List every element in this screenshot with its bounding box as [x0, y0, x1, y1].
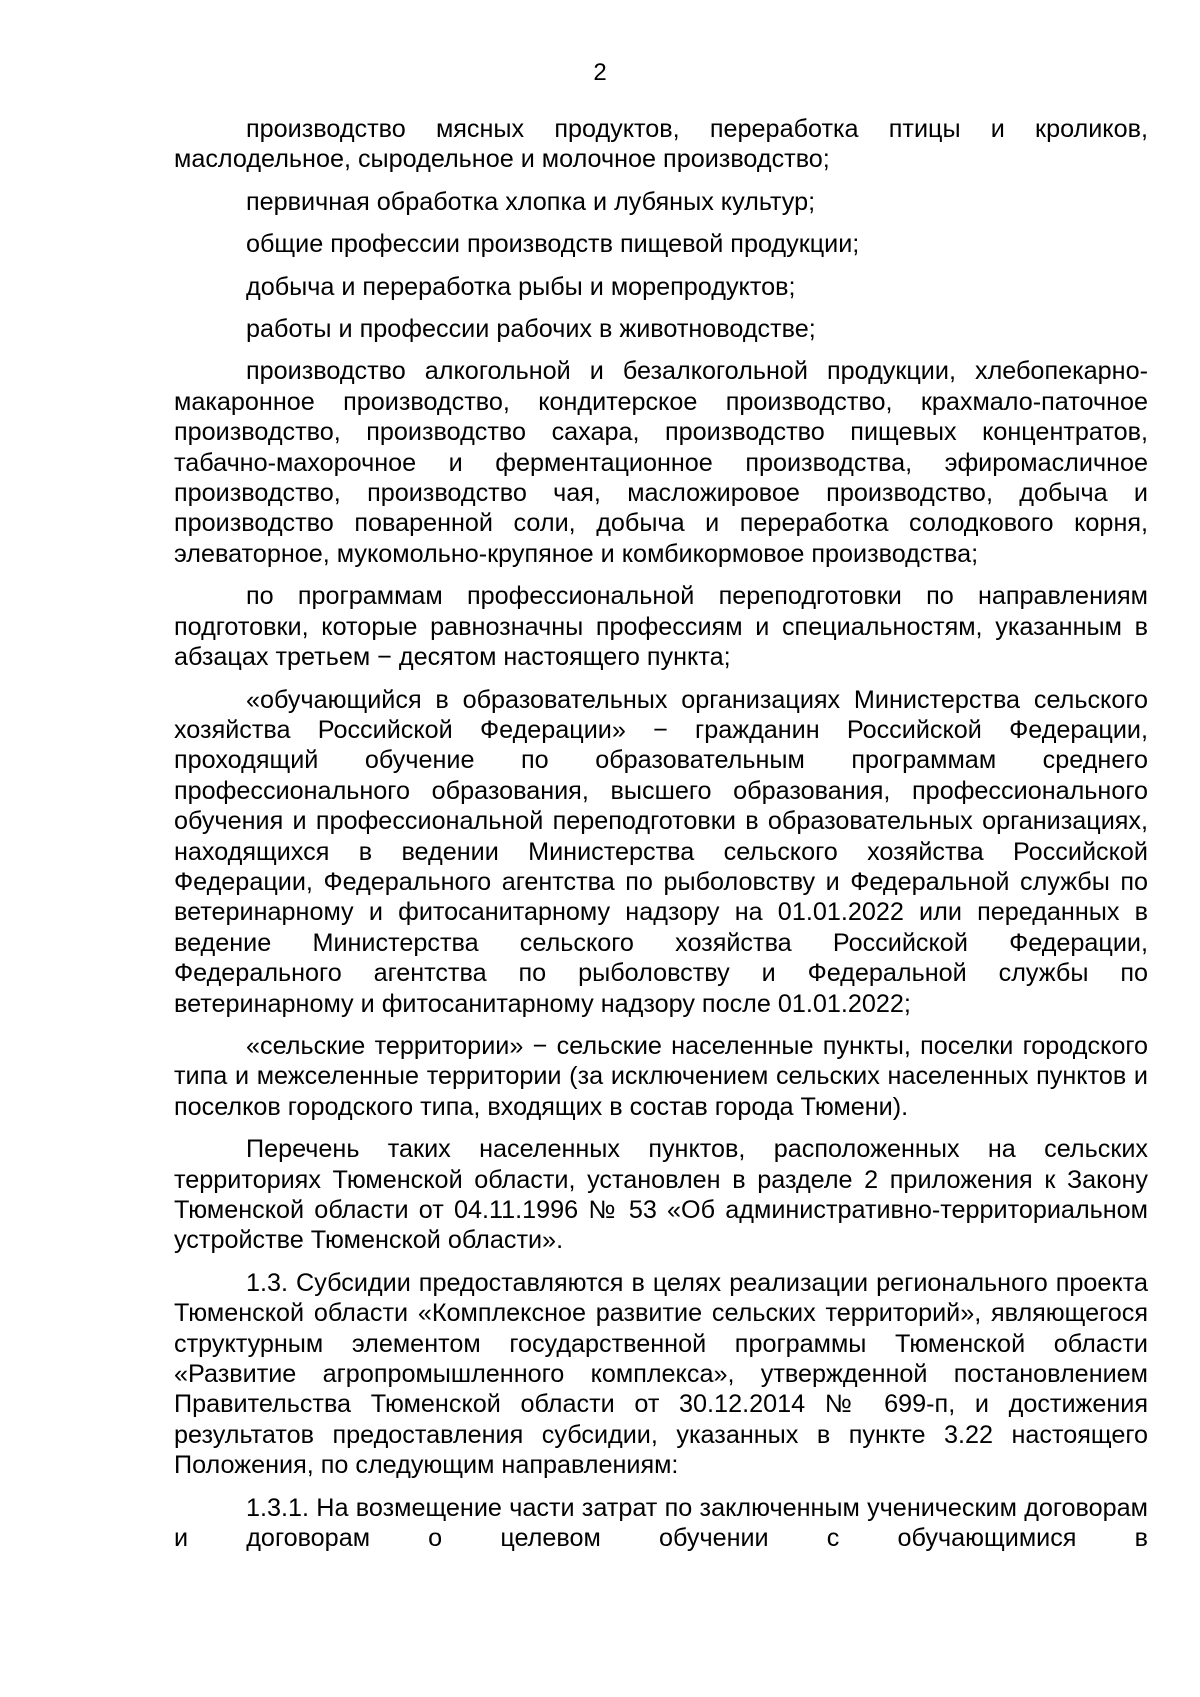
document-body: [174, 114, 1148, 1565]
paragraph-meat-dairy-production: производство мясных продуктов, переработка птицы и кроликов, маслодельное, сыродельное и молочное производство;: [174, 115, 1148, 174]
paragraph-section-1-3-1: 1.3.1. На возмещение части затрат по заключенным ученическим договорам и договорам о целевом обучении с обучающимися в: [174, 1493, 1148, 1553]
paragraph-cotton-processing: первичная обработка хлопка и лубяных культур;: [246, 187, 816, 216]
paragraph-food-production-professions: общие профессии производств пищевой продукции;: [246, 230, 860, 259]
paragraph-retraining-programs: по программам профессиональной переподготовки по направлениям подготовки, которые равнозначны профессиям и специальностям, указанным в абзацах третьем − десятом настоящего пункта;: [174, 582, 1148, 672]
paragraph-settlements-list: Перечень таких населенных пунктов, расположенных на сельских территориях Тюменской области, установлен в разделе 2 приложения к Закону Тюменской области от 04.11.1996 № 53 «Об административно-территориальном устройстве Тюменской области».: [174, 1135, 1148, 1255]
paragraph-definition-student: «обучающийся в образовательных организациях Министерства сельского хозяйства Российской Федерации» − гражданин Российской Федерации, проходящий обучение по образовательным программам среднего профессионального образования, высшего образования, профессионального обучения и профессиональной переподготовки в образовательных организациях, находящихся в ведении Министерства сельского хозяйства Российской Федерации, Федерального агентства по рыболовству и Федеральной службы по ветеринарному и фитосанитарному надзору на 01.01.2022 или переданных в ведение Министерства сельского хозяйства Российской Федерации, Федерального агентства по рыболовству и Федеральной службы по ветеринарному и фитосанитарному надзору после 01.01.2022;: [174, 685, 1148, 1018]
paragraph-fish-seafood: добыча и переработка рыбы и морепродуктов;: [246, 272, 796, 301]
paragraph-section-1-3: 1.3. Субсидии предоставляются в целях реализации регионального проекта Тюменской области «Комплексное развитие сельских территорий», являющегося структурным элементом государственной программы Тюменской области «Развитие агропромышленного комплекса», утвержденной постановлением Правительства Тюменской области от 30.12.2014 № 699-п, и достижения результатов предоставления субсидии, указанных в пункте 3.22 настоящего Положения, по следующим направлениям:: [174, 1268, 1148, 1480]
page-number: 2: [593, 59, 607, 86]
paragraph-livestock-work: работы и профессии рабочих в животноводстве;: [246, 315, 816, 344]
paragraph-food-industries-list: производство алкогольной и безалкогольной продукции, хлебопекарно-макаронное производство, кондитерское производство, крахмало-паточное производство, производство сахара, производство пищевых концентратов, табачно-махорочное и ферментационное производства, эфиромасличное производство, производство чая, масложировое производство, добыча и производство поваренной соли, добыча и переработка солодкового корня, элеваторное, мукомольно-крупяное и комбикормовое производства;: [174, 357, 1148, 568]
paragraph-definition-rural-territories: «сельские территории» − сельские населенные пункты, поселки городского типа и межселенные территории (за исключением сельских населенных пунктов и поселков городского типа, входящих в состав города Тюмени).: [174, 1031, 1148, 1121]
